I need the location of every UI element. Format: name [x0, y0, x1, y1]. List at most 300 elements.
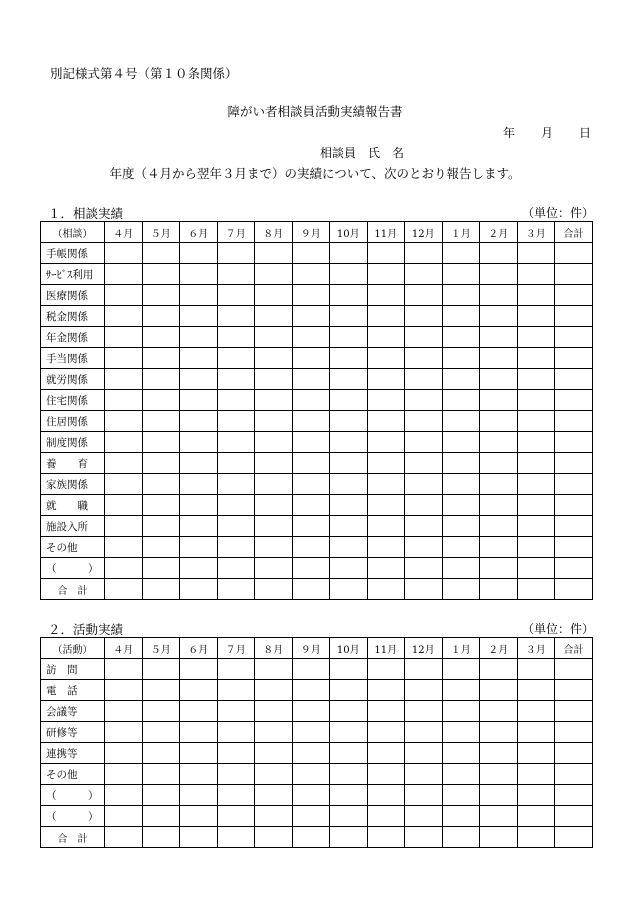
- entry-cell[interactable]: [217, 722, 255, 743]
- entry-cell[interactable]: [442, 264, 480, 285]
- entry-cell[interactable]: [255, 701, 293, 722]
- entry-cell[interactable]: [555, 659, 593, 680]
- entry-cell[interactable]: [180, 495, 218, 516]
- entry-cell[interactable]: [217, 369, 255, 390]
- entry-cell[interactable]: [105, 264, 143, 285]
- entry-cell[interactable]: [517, 516, 555, 537]
- entry-cell[interactable]: [180, 743, 218, 764]
- entry-cell[interactable]: [330, 785, 368, 806]
- entry-cell[interactable]: [555, 722, 593, 743]
- entry-cell[interactable]: [255, 390, 293, 411]
- entry-cell[interactable]: [330, 558, 368, 579]
- entry-cell[interactable]: [442, 764, 480, 785]
- entry-cell[interactable]: [105, 432, 143, 453]
- entry-cell[interactable]: [367, 495, 405, 516]
- entry-cell[interactable]: [292, 432, 330, 453]
- entry-cell[interactable]: [480, 369, 518, 390]
- entry-cell[interactable]: [142, 579, 180, 600]
- entry-cell[interactable]: [330, 306, 368, 327]
- entry-cell[interactable]: [442, 743, 480, 764]
- entry-cell[interactable]: [292, 306, 330, 327]
- entry-cell[interactable]: [517, 285, 555, 306]
- entry-cell[interactable]: [555, 701, 593, 722]
- entry-cell[interactable]: [405, 806, 443, 827]
- entry-cell[interactable]: [480, 537, 518, 558]
- entry-cell[interactable]: [442, 474, 480, 495]
- entry-cell[interactable]: [367, 453, 405, 474]
- entry-cell[interactable]: [405, 659, 443, 680]
- entry-cell[interactable]: [480, 285, 518, 306]
- entry-cell[interactable]: [292, 474, 330, 495]
- entry-cell[interactable]: [330, 537, 368, 558]
- entry-cell[interactable]: [480, 390, 518, 411]
- entry-cell[interactable]: [555, 432, 593, 453]
- entry-cell[interactable]: [105, 579, 143, 600]
- entry-cell[interactable]: [180, 264, 218, 285]
- entry-cell[interactable]: [217, 411, 255, 432]
- entry-cell[interactable]: [405, 432, 443, 453]
- entry-cell[interactable]: [442, 701, 480, 722]
- entry-cell[interactable]: [517, 827, 555, 848]
- entry-cell[interactable]: [292, 243, 330, 264]
- entry-cell[interactable]: [217, 327, 255, 348]
- entry-cell[interactable]: [142, 785, 180, 806]
- entry-cell[interactable]: [292, 537, 330, 558]
- entry-cell[interactable]: [330, 579, 368, 600]
- entry-cell[interactable]: [292, 495, 330, 516]
- entry-cell[interactable]: [405, 785, 443, 806]
- entry-cell[interactable]: [480, 680, 518, 701]
- entry-cell[interactable]: [367, 806, 405, 827]
- entry-cell[interactable]: [442, 579, 480, 600]
- entry-cell[interactable]: [292, 558, 330, 579]
- entry-cell[interactable]: [480, 743, 518, 764]
- entry-cell[interactable]: [367, 579, 405, 600]
- entry-cell[interactable]: [217, 558, 255, 579]
- entry-cell[interactable]: [255, 285, 293, 306]
- entry-cell[interactable]: [405, 701, 443, 722]
- entry-cell[interactable]: [105, 369, 143, 390]
- entry-cell[interactable]: [330, 764, 368, 785]
- entry-cell[interactable]: [142, 285, 180, 306]
- entry-cell[interactable]: [405, 306, 443, 327]
- entry-cell[interactable]: [330, 432, 368, 453]
- entry-cell[interactable]: [442, 348, 480, 369]
- entry-cell[interactable]: [517, 474, 555, 495]
- entry-cell[interactable]: [330, 327, 368, 348]
- entry-cell[interactable]: [105, 411, 143, 432]
- entry-cell[interactable]: [405, 537, 443, 558]
- entry-cell[interactable]: [555, 806, 593, 827]
- entry-cell[interactable]: [180, 243, 218, 264]
- entry-cell[interactable]: [330, 243, 368, 264]
- entry-cell[interactable]: [517, 264, 555, 285]
- entry-cell[interactable]: [180, 390, 218, 411]
- entry-cell[interactable]: [517, 701, 555, 722]
- entry-cell[interactable]: [292, 453, 330, 474]
- entry-cell[interactable]: [142, 827, 180, 848]
- entry-cell[interactable]: [292, 348, 330, 369]
- entry-cell[interactable]: [442, 285, 480, 306]
- entry-cell[interactable]: [367, 264, 405, 285]
- entry-cell[interactable]: [217, 806, 255, 827]
- entry-cell[interactable]: [217, 701, 255, 722]
- entry-cell[interactable]: [180, 432, 218, 453]
- entry-cell[interactable]: [480, 558, 518, 579]
- entry-cell[interactable]: [480, 516, 518, 537]
- entry-cell[interactable]: [217, 516, 255, 537]
- entry-cell[interactable]: [517, 453, 555, 474]
- entry-cell[interactable]: [555, 764, 593, 785]
- entry-cell[interactable]: [555, 285, 593, 306]
- entry-cell[interactable]: [442, 453, 480, 474]
- entry-cell[interactable]: [217, 348, 255, 369]
- entry-cell[interactable]: [255, 369, 293, 390]
- entry-cell[interactable]: [255, 243, 293, 264]
- entry-cell[interactable]: [480, 474, 518, 495]
- entry-cell[interactable]: [367, 348, 405, 369]
- entry-cell[interactable]: [480, 785, 518, 806]
- entry-cell[interactable]: [180, 558, 218, 579]
- entry-cell[interactable]: [367, 785, 405, 806]
- entry-cell[interactable]: [405, 453, 443, 474]
- entry-cell[interactable]: [105, 285, 143, 306]
- entry-cell[interactable]: [367, 390, 405, 411]
- entry-cell[interactable]: [442, 785, 480, 806]
- entry-cell[interactable]: [255, 495, 293, 516]
- entry-cell[interactable]: [480, 432, 518, 453]
- entry-cell[interactable]: [555, 243, 593, 264]
- entry-cell[interactable]: [330, 453, 368, 474]
- entry-cell[interactable]: [330, 680, 368, 701]
- entry-cell[interactable]: [180, 411, 218, 432]
- entry-cell[interactable]: [555, 516, 593, 537]
- entry-cell[interactable]: [292, 722, 330, 743]
- entry-cell[interactable]: [105, 827, 143, 848]
- entry-cell[interactable]: [255, 516, 293, 537]
- entry-cell[interactable]: [217, 495, 255, 516]
- entry-cell[interactable]: [555, 579, 593, 600]
- entry-cell[interactable]: [180, 659, 218, 680]
- entry-cell[interactable]: [367, 285, 405, 306]
- entry-cell[interactable]: [180, 701, 218, 722]
- entry-cell[interactable]: [105, 495, 143, 516]
- entry-cell[interactable]: [217, 827, 255, 848]
- entry-cell[interactable]: [180, 474, 218, 495]
- entry-cell[interactable]: [292, 516, 330, 537]
- entry-cell[interactable]: [517, 327, 555, 348]
- entry-cell[interactable]: [517, 764, 555, 785]
- entry-cell[interactable]: [105, 516, 143, 537]
- entry-cell[interactable]: [105, 327, 143, 348]
- entry-cell[interactable]: [405, 495, 443, 516]
- entry-cell[interactable]: [367, 764, 405, 785]
- entry-cell[interactable]: [292, 806, 330, 827]
- entry-cell[interactable]: [367, 537, 405, 558]
- entry-cell[interactable]: [217, 390, 255, 411]
- entry-cell[interactable]: [180, 764, 218, 785]
- entry-cell[interactable]: [330, 390, 368, 411]
- entry-cell[interactable]: [180, 306, 218, 327]
- entry-cell[interactable]: [180, 806, 218, 827]
- entry-cell[interactable]: [330, 806, 368, 827]
- entry-cell[interactable]: [442, 558, 480, 579]
- entry-cell[interactable]: [180, 827, 218, 848]
- entry-cell[interactable]: [367, 411, 405, 432]
- entry-cell[interactable]: [292, 701, 330, 722]
- entry-cell[interactable]: [105, 743, 143, 764]
- entry-cell[interactable]: [330, 701, 368, 722]
- entry-cell[interactable]: [480, 243, 518, 264]
- entry-cell[interactable]: [217, 306, 255, 327]
- entry-cell[interactable]: [442, 827, 480, 848]
- entry-cell[interactable]: [517, 411, 555, 432]
- entry-cell[interactable]: [405, 369, 443, 390]
- entry-cell[interactable]: [180, 453, 218, 474]
- entry-cell[interactable]: [555, 743, 593, 764]
- entry-cell[interactable]: [292, 369, 330, 390]
- entry-cell[interactable]: [142, 453, 180, 474]
- entry-cell[interactable]: [517, 659, 555, 680]
- entry-cell[interactable]: [480, 411, 518, 432]
- entry-cell[interactable]: [292, 827, 330, 848]
- entry-cell[interactable]: [180, 516, 218, 537]
- entry-cell[interactable]: [255, 659, 293, 680]
- entry-cell[interactable]: [217, 285, 255, 306]
- entry-cell[interactable]: [105, 453, 143, 474]
- entry-cell[interactable]: [255, 827, 293, 848]
- entry-cell[interactable]: [255, 806, 293, 827]
- entry-cell[interactable]: [367, 827, 405, 848]
- entry-cell[interactable]: [405, 243, 443, 264]
- entry-cell[interactable]: [517, 680, 555, 701]
- entry-cell[interactable]: [142, 474, 180, 495]
- entry-cell[interactable]: [180, 579, 218, 600]
- entry-cell[interactable]: [255, 743, 293, 764]
- entry-cell[interactable]: [555, 537, 593, 558]
- entry-cell[interactable]: [480, 306, 518, 327]
- entry-cell[interactable]: [217, 432, 255, 453]
- entry-cell[interactable]: [292, 285, 330, 306]
- entry-cell[interactable]: [405, 285, 443, 306]
- entry-cell[interactable]: [517, 722, 555, 743]
- entry-cell[interactable]: [255, 327, 293, 348]
- entry-cell[interactable]: [217, 537, 255, 558]
- entry-cell[interactable]: [367, 243, 405, 264]
- entry-cell[interactable]: [330, 743, 368, 764]
- entry-cell[interactable]: [330, 495, 368, 516]
- entry-cell[interactable]: [442, 390, 480, 411]
- entry-cell[interactable]: [442, 306, 480, 327]
- entry-cell[interactable]: [555, 495, 593, 516]
- entry-cell[interactable]: [555, 264, 593, 285]
- entry-cell[interactable]: [330, 516, 368, 537]
- entry-cell[interactable]: [517, 390, 555, 411]
- entry-cell[interactable]: [330, 285, 368, 306]
- entry-cell[interactable]: [255, 348, 293, 369]
- entry-cell[interactable]: [517, 243, 555, 264]
- entry-cell[interactable]: [142, 495, 180, 516]
- entry-cell[interactable]: [105, 806, 143, 827]
- entry-cell[interactable]: [480, 453, 518, 474]
- entry-cell[interactable]: [142, 369, 180, 390]
- entry-cell[interactable]: [555, 411, 593, 432]
- entry-cell[interactable]: [142, 764, 180, 785]
- entry-cell[interactable]: [405, 516, 443, 537]
- entry-cell[interactable]: [180, 348, 218, 369]
- entry-cell[interactable]: [367, 516, 405, 537]
- entry-cell[interactable]: [330, 827, 368, 848]
- entry-cell[interactable]: [367, 659, 405, 680]
- entry-cell[interactable]: [105, 764, 143, 785]
- entry-cell[interactable]: [255, 537, 293, 558]
- entry-cell[interactable]: [442, 659, 480, 680]
- entry-cell[interactable]: [105, 390, 143, 411]
- entry-cell[interactable]: [442, 680, 480, 701]
- entry-cell[interactable]: [517, 537, 555, 558]
- entry-cell[interactable]: [405, 579, 443, 600]
- entry-cell[interactable]: [405, 722, 443, 743]
- entry-cell[interactable]: [142, 306, 180, 327]
- entry-cell[interactable]: [442, 806, 480, 827]
- entry-cell[interactable]: [517, 806, 555, 827]
- entry-cell[interactable]: [517, 743, 555, 764]
- entry-cell[interactable]: [255, 722, 293, 743]
- entry-cell[interactable]: [255, 411, 293, 432]
- entry-cell[interactable]: [517, 558, 555, 579]
- entry-cell[interactable]: [442, 369, 480, 390]
- entry-cell[interactable]: [517, 369, 555, 390]
- entry-cell[interactable]: [142, 516, 180, 537]
- entry-cell[interactable]: [105, 558, 143, 579]
- entry-cell[interactable]: [330, 722, 368, 743]
- entry-cell[interactable]: [255, 432, 293, 453]
- entry-cell[interactable]: [142, 348, 180, 369]
- entry-cell[interactable]: [405, 264, 443, 285]
- entry-cell[interactable]: [105, 474, 143, 495]
- entry-cell[interactable]: [367, 743, 405, 764]
- entry-cell[interactable]: [142, 327, 180, 348]
- entry-cell[interactable]: [292, 659, 330, 680]
- entry-cell[interactable]: [517, 785, 555, 806]
- entry-cell[interactable]: [142, 558, 180, 579]
- entry-cell[interactable]: [480, 764, 518, 785]
- entry-cell[interactable]: [142, 390, 180, 411]
- entry-cell[interactable]: [105, 680, 143, 701]
- entry-cell[interactable]: [330, 411, 368, 432]
- entry-cell[interactable]: [217, 474, 255, 495]
- entry-cell[interactable]: [405, 348, 443, 369]
- entry-cell[interactable]: [367, 306, 405, 327]
- entry-cell[interactable]: [367, 432, 405, 453]
- entry-cell[interactable]: [180, 680, 218, 701]
- entry-cell[interactable]: [555, 558, 593, 579]
- entry-cell[interactable]: [255, 579, 293, 600]
- entry-cell[interactable]: [555, 348, 593, 369]
- entry-cell[interactable]: [330, 369, 368, 390]
- entry-cell[interactable]: [367, 680, 405, 701]
- entry-cell[interactable]: [517, 495, 555, 516]
- entry-cell[interactable]: [255, 764, 293, 785]
- entry-cell[interactable]: [292, 327, 330, 348]
- entry-cell[interactable]: [142, 264, 180, 285]
- entry-cell[interactable]: [105, 243, 143, 264]
- entry-cell[interactable]: [142, 701, 180, 722]
- entry-cell[interactable]: [142, 659, 180, 680]
- entry-cell[interactable]: [480, 659, 518, 680]
- entry-cell[interactable]: [555, 474, 593, 495]
- entry-cell[interactable]: [217, 785, 255, 806]
- entry-cell[interactable]: [255, 306, 293, 327]
- entry-cell[interactable]: [367, 558, 405, 579]
- entry-cell[interactable]: [180, 785, 218, 806]
- entry-cell[interactable]: [442, 243, 480, 264]
- entry-cell[interactable]: [442, 432, 480, 453]
- entry-cell[interactable]: [517, 432, 555, 453]
- entry-cell[interactable]: [405, 764, 443, 785]
- entry-cell[interactable]: [180, 327, 218, 348]
- entry-cell[interactable]: [480, 701, 518, 722]
- entry-cell[interactable]: [255, 264, 293, 285]
- entry-cell[interactable]: [555, 680, 593, 701]
- entry-cell[interactable]: [105, 348, 143, 369]
- entry-cell[interactable]: [555, 306, 593, 327]
- entry-cell[interactable]: [292, 764, 330, 785]
- entry-cell[interactable]: [405, 680, 443, 701]
- entry-cell[interactable]: [405, 327, 443, 348]
- entry-cell[interactable]: [217, 659, 255, 680]
- entry-cell[interactable]: [480, 806, 518, 827]
- entry-cell[interactable]: [555, 827, 593, 848]
- entry-cell[interactable]: [442, 537, 480, 558]
- entry-cell[interactable]: [292, 743, 330, 764]
- entry-cell[interactable]: [217, 264, 255, 285]
- entry-cell[interactable]: [292, 264, 330, 285]
- entry-cell[interactable]: [330, 659, 368, 680]
- entry-cell[interactable]: [330, 348, 368, 369]
- entry-cell[interactable]: [105, 701, 143, 722]
- entry-cell[interactable]: [442, 327, 480, 348]
- entry-cell[interactable]: [517, 579, 555, 600]
- entry-cell[interactable]: [555, 369, 593, 390]
- entry-cell[interactable]: [292, 411, 330, 432]
- entry-cell[interactable]: [517, 348, 555, 369]
- entry-cell[interactable]: [105, 785, 143, 806]
- entry-cell[interactable]: [480, 722, 518, 743]
- entry-cell[interactable]: [180, 285, 218, 306]
- entry-cell[interactable]: [405, 743, 443, 764]
- entry-cell[interactable]: [217, 680, 255, 701]
- entry-cell[interactable]: [217, 764, 255, 785]
- entry-cell[interactable]: [180, 369, 218, 390]
- entry-cell[interactable]: [480, 327, 518, 348]
- entry-cell[interactable]: [142, 432, 180, 453]
- entry-cell[interactable]: [142, 411, 180, 432]
- entry-cell[interactable]: [142, 806, 180, 827]
- entry-cell[interactable]: [142, 243, 180, 264]
- entry-cell[interactable]: [105, 659, 143, 680]
- entry-cell[interactable]: [292, 390, 330, 411]
- entry-cell[interactable]: [217, 453, 255, 474]
- entry-cell[interactable]: [367, 327, 405, 348]
- entry-cell[interactable]: [480, 264, 518, 285]
- entry-cell[interactable]: [255, 785, 293, 806]
- entry-cell[interactable]: [255, 680, 293, 701]
- entry-cell[interactable]: [180, 537, 218, 558]
- entry-cell[interactable]: [442, 495, 480, 516]
- entry-cell[interactable]: [142, 722, 180, 743]
- entry-cell[interactable]: [292, 785, 330, 806]
